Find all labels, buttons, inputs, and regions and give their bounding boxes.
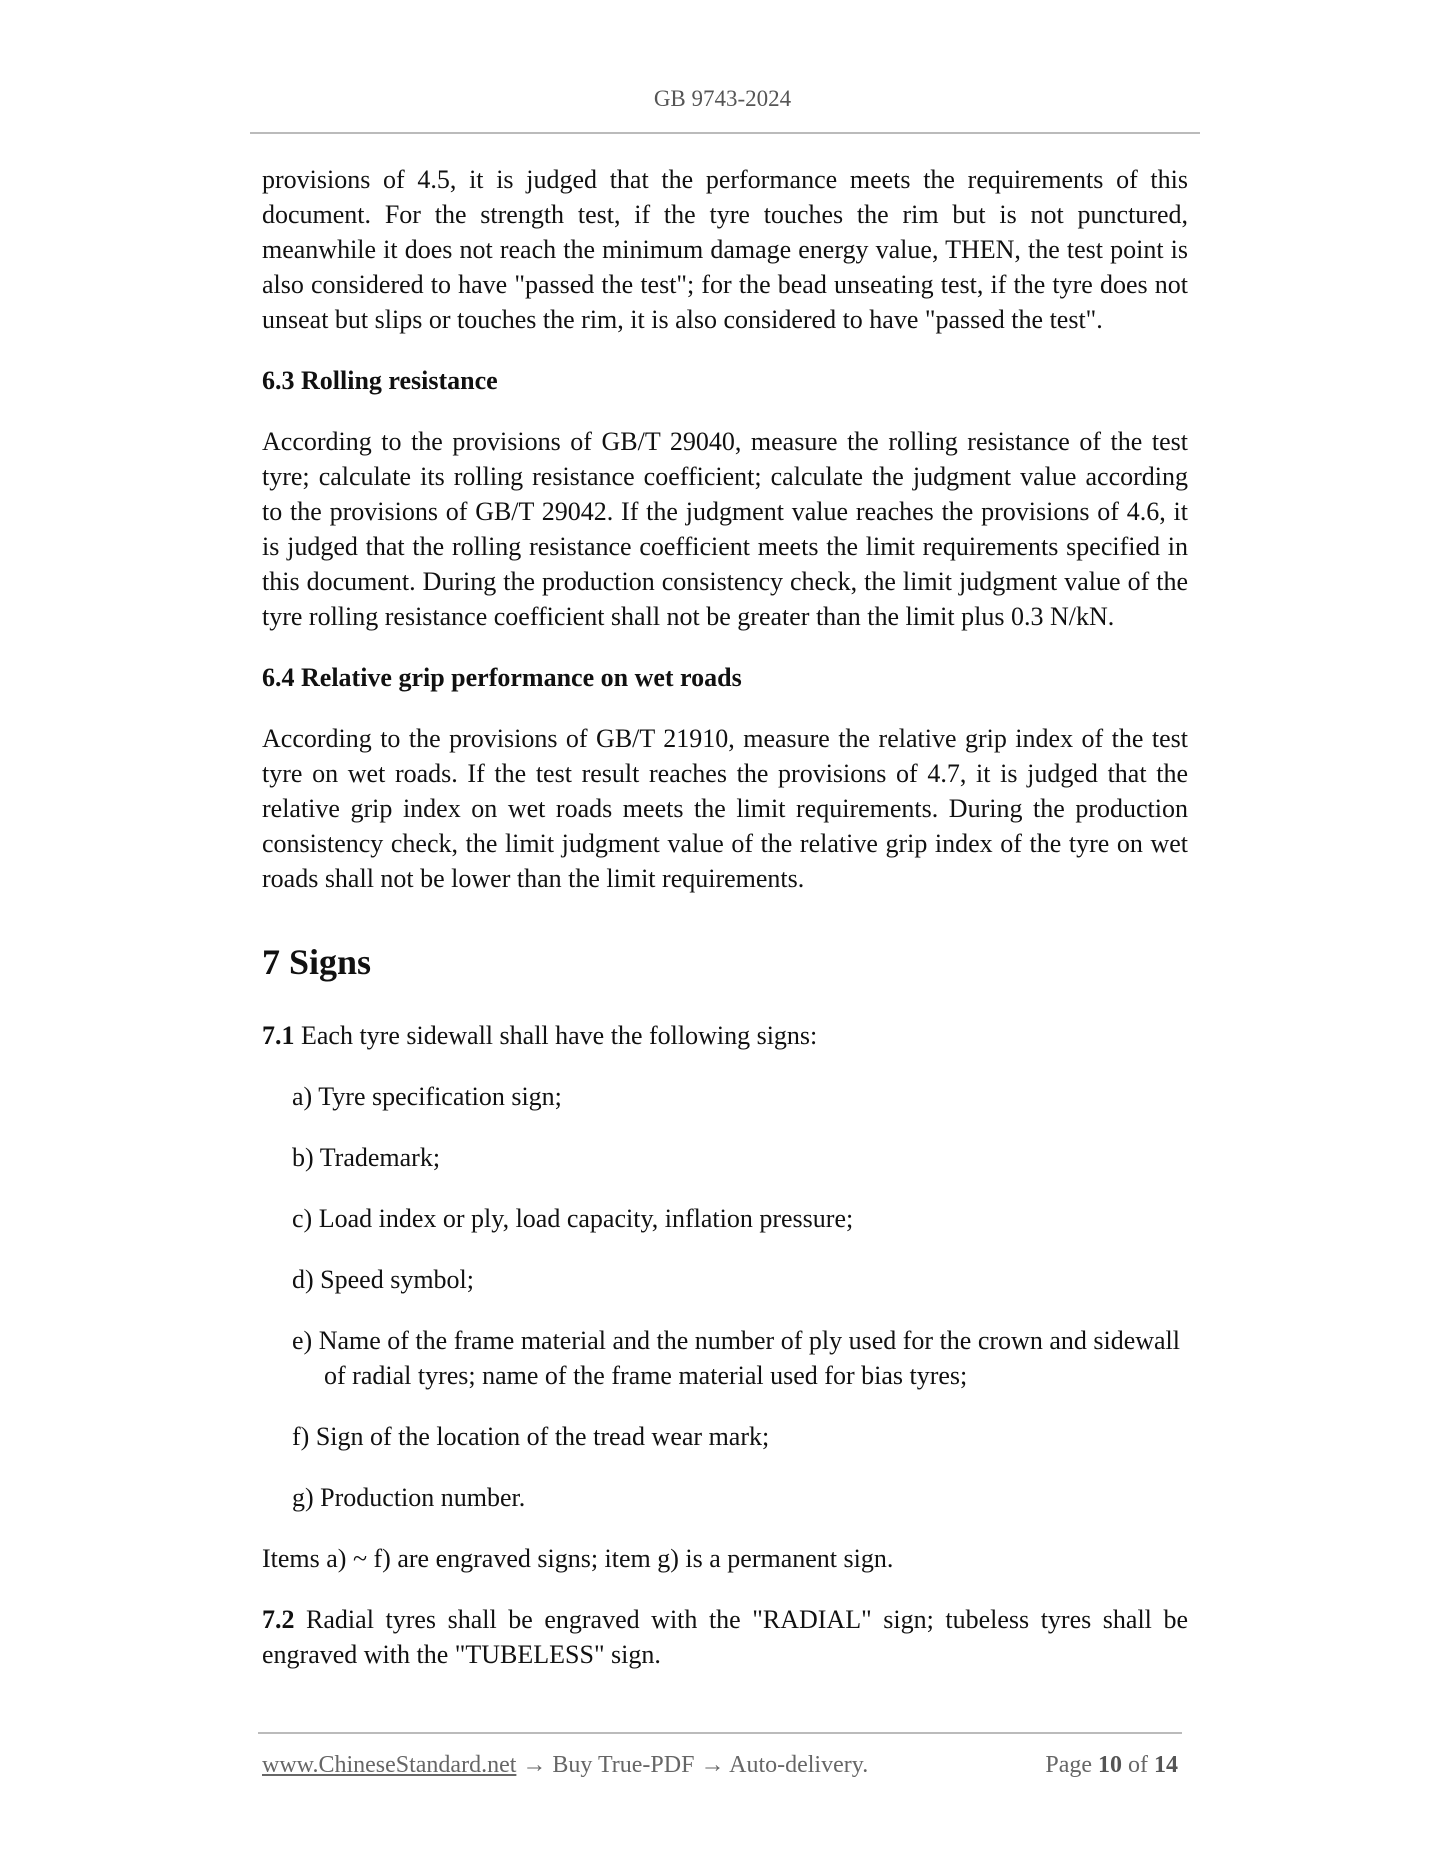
list-item: e) Name of the frame material and the number of ply used for the crown and sidewall of radial tyres; name of the frame material used for bias tyres;	[292, 1326, 1180, 1390]
section-7-title: 7 Signs	[262, 942, 372, 982]
sign-list	[262, 1079, 1188, 1515]
page-total: 14	[1154, 1752, 1178, 1778]
paragraph-6-3: According to the provisions of GB/T 29040, measure the rolling resistance of the test tyre; calculate its rolling resistance coefficient; calculate the judgment value according to the provisions of GB/T 29042. If the judgment value reaches the provisions of 4.6, it is judged that the rolling resistance coefficient meets the limit requirements specified in this document. During the production consistency check, the limit judgment value of the tyre rolling resistance coefficient shall not be greater than the limit plus 0.3 N/kN.	[262, 427, 1188, 631]
page-indicator	[1045, 1752, 1178, 1779]
paragraph-6-4: According to the provisions of GB/T 21910, measure the relative grip index of the test tyre on wet roads. If the test result reaches the provisions of 4.7, it is judged that the relative grip index on wet roads meets the limit requirements. During the production consistency check, the limit judgment value of the relative grip index of the tyre on wet roads shall not be lower than the limit requirements.	[262, 724, 1188, 893]
site-link[interactable]: www.ChineseStandard.net	[262, 1752, 517, 1778]
list-item: g) Production number.	[292, 1483, 526, 1512]
intro-paragraph: provisions of 4.5, it is judged that the performance meets the requirements of this document. For the strength test, if the tyre touches the rim but is not punctured, meanwhile it does not reach the minimum damage energy value, THEN, the test point is also considered to have "passed the test"; for the bead unseating test, if the tyre does not unseat but slips or touches the rim, it is also considered to have "passed the test".	[262, 165, 1188, 334]
list-item: a) Tyre specification sign;	[292, 1082, 562, 1111]
clause-7-2-number: 7.2	[262, 1605, 295, 1634]
clause-7-1-text: Each tyre sidewall shall have the following signs:	[294, 1021, 818, 1050]
header-rule	[250, 132, 1200, 134]
promo-text: → Buy True-PDF → Auto-delivery.	[516, 1752, 869, 1778]
list-item: d) Speed symbol;	[292, 1265, 474, 1294]
page-label: Page	[1045, 1752, 1098, 1778]
list-item: c) Load index or ply, load capacity, inflation pressure;	[292, 1204, 854, 1233]
heading-6-4: 6.4 Relative grip performance on wet roads	[262, 663, 742, 692]
document-body	[262, 162, 1188, 1698]
clause-7-1	[262, 1018, 1188, 1053]
clause-7-2	[262, 1602, 1188, 1672]
items-note: Items a) ~ f) are engraved signs; item g) is a permanent sign.	[262, 1544, 894, 1573]
list-item: b) Trademark;	[292, 1143, 441, 1172]
list-item: f) Sign of the location of the tread wear mark;	[292, 1422, 770, 1451]
clause-7-2-text: Radial tyres shall be engraved with the "RADIAL" sign; tubeless tyres shall be engraved with the "TUBELESS" sign.	[262, 1605, 1188, 1669]
footer-promo	[262, 1752, 868, 1779]
page-of-label: of	[1122, 1752, 1154, 1778]
footer-rule	[258, 1732, 1182, 1734]
heading-6-3: 6.3 Rolling resistance	[262, 366, 498, 395]
page-header-title: GB 9743-2024	[653, 86, 792, 111]
clause-7-1-number: 7.1	[262, 1021, 295, 1050]
page-current: 10	[1098, 1752, 1122, 1778]
